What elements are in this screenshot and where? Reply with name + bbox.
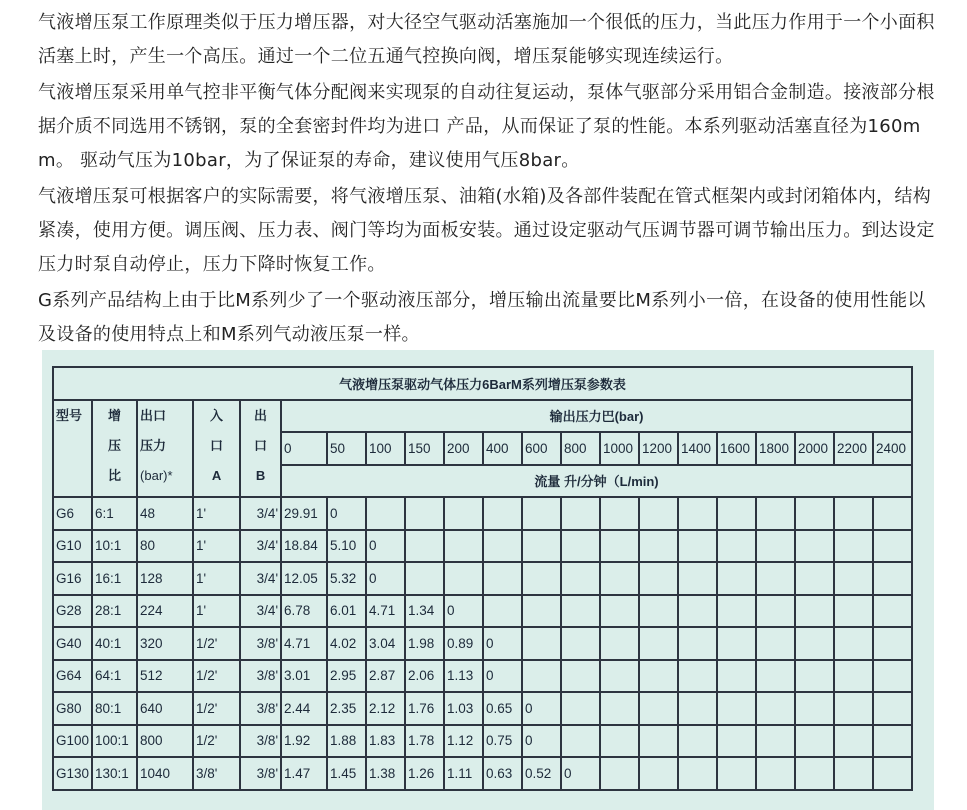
cell-inlet: 1' xyxy=(193,530,240,563)
cell-flow xyxy=(639,595,678,628)
cell-flow xyxy=(717,757,756,790)
cell-flow xyxy=(834,725,873,758)
cell-flow: 18.84 xyxy=(281,530,327,563)
header-inlet-line: 入 xyxy=(210,407,224,423)
cell-flow xyxy=(756,660,795,693)
table-row xyxy=(53,530,912,563)
header-ratio xyxy=(92,400,137,498)
cell-flow: 1.88 xyxy=(327,725,366,758)
header-ratio-line: 增 xyxy=(108,407,122,423)
cell-flow: 4.02 xyxy=(327,627,366,660)
table-header-row xyxy=(53,400,912,433)
cell-flow xyxy=(795,530,834,563)
pressure-header-cell: 0 xyxy=(281,432,327,465)
cell-flow: 1.38 xyxy=(366,757,405,790)
cell-flow xyxy=(873,757,912,790)
cell-flow xyxy=(561,497,600,530)
cell-flow: 2.12 xyxy=(366,692,405,725)
cell-model: G16 xyxy=(53,562,92,595)
cell-flow xyxy=(561,725,600,758)
cell-model: G64 xyxy=(53,660,92,693)
cell-flow: 4.71 xyxy=(281,627,327,660)
cell-flow xyxy=(873,692,912,725)
cell-flow: 0 xyxy=(366,530,405,563)
cell-flow xyxy=(522,497,561,530)
table-title: 气液增压泵驱动气体压力6BarM系列增压泵参数表 xyxy=(53,367,912,400)
cell-flow xyxy=(678,757,717,790)
cell-flow xyxy=(405,497,444,530)
pressure-header-cell: 1400 xyxy=(678,432,717,465)
cell-flow xyxy=(795,497,834,530)
pressure-header-cell: 100 xyxy=(366,432,405,465)
cell-flow: 0.75 xyxy=(483,725,522,758)
cell-flow: 0 xyxy=(522,692,561,725)
paragraph-assembly: 气液增压泵可根据客户的实际需要，将气液增压泵、油箱(水箱)及各部件装配在管式框架内或封闭箱体内，结构紧凑，使用方便。调压阀、压力表、阀门等均为面板安装。通过设定驱动气压调节器可调节输出压力。到达设定压力时泵自动停止，压力下降时恢复工作。 xyxy=(38,186,935,275)
header-outlet-pressure xyxy=(137,400,193,498)
cell-flow xyxy=(561,595,600,628)
cell-flow xyxy=(834,530,873,563)
cell-flow xyxy=(717,692,756,725)
cell-flow xyxy=(834,660,873,693)
pressure-header-cell: 1800 xyxy=(756,432,795,465)
cell-flow: 4.71 xyxy=(366,595,405,628)
table-row xyxy=(53,497,912,530)
cell-flow xyxy=(756,530,795,563)
parameter-table-image xyxy=(42,350,934,810)
cell-ratio: 10:1 xyxy=(92,530,137,563)
cell-flow xyxy=(600,660,639,693)
cell-flow xyxy=(873,660,912,693)
cell-flow xyxy=(795,627,834,660)
cell-flow xyxy=(600,725,639,758)
cell-flow: 1.45 xyxy=(327,757,366,790)
cell-flow: 12.05 xyxy=(281,562,327,595)
table-row xyxy=(53,757,912,790)
cell-inlet: 1/2' xyxy=(193,725,240,758)
cell-flow xyxy=(600,562,639,595)
cell-flow xyxy=(717,497,756,530)
cell-flow xyxy=(717,660,756,693)
cell-flow xyxy=(873,497,912,530)
cell-flow xyxy=(756,562,795,595)
pressure-header-cell: 800 xyxy=(561,432,600,465)
pressure-header-cell: 200 xyxy=(444,432,483,465)
cell-flow xyxy=(561,530,600,563)
cell-flow: 1.47 xyxy=(281,757,327,790)
cell-flow xyxy=(795,725,834,758)
cell-flow: 6.78 xyxy=(281,595,327,628)
pressure-header-cell: 400 xyxy=(483,432,522,465)
cell-flow xyxy=(405,562,444,595)
cell-flow xyxy=(444,530,483,563)
pressure-header-cell: 150 xyxy=(405,432,444,465)
cell-outlet: 3/4' xyxy=(240,595,281,628)
cell-flow: 2.06 xyxy=(405,660,444,693)
cell-flow xyxy=(444,562,483,595)
cell-inlet: 1/2' xyxy=(193,627,240,660)
cell-flow xyxy=(873,725,912,758)
paragraph-working-principle: 气液增压泵工作原理类似于压力增压器，对大径空气驱动活塞施加一个很低的压力，当此压力作用于一个小面积活塞上时，产生一个高压。通过一个二位五通气控换向阀，增压泵能够实现连续运行。 xyxy=(38,12,935,67)
cell-flow: 6.01 xyxy=(327,595,366,628)
cell-outlet: 3/4' xyxy=(240,530,281,563)
cell-inlet: 3/8' xyxy=(193,757,240,790)
cell-flow xyxy=(678,725,717,758)
cell-flow: 1.34 xyxy=(405,595,444,628)
cell-flow: 1.11 xyxy=(444,757,483,790)
cell-flow: 0.89 xyxy=(444,627,483,660)
pressure-header-cell: 600 xyxy=(522,432,561,465)
table-row xyxy=(53,660,912,693)
cell-flow xyxy=(483,530,522,563)
cell-flow: 2.35 xyxy=(327,692,366,725)
cell-flow: 3.01 xyxy=(281,660,327,693)
paragraph-structure: 气液增压泵采用单气控非平衡气体分配阀来实现泵的自动往复运动，泵体气驱部分采用铝合金制造。接液部分根据介质不同选用不锈钢，泵的全套密封件均为进口 产品，从而保证了泵的性能。本系列驱动活塞直径为160mm。 驱动气压为10bar，为了保证泵的寿命，建议使用气压8bar。 xyxy=(38,82,935,171)
header-flow: 流量 升/分钟（L/min) xyxy=(281,465,912,498)
cell-flow: 0 xyxy=(366,562,405,595)
cell-model: G100 xyxy=(53,725,92,758)
cell-flow xyxy=(717,725,756,758)
cell-flow: 0 xyxy=(327,497,366,530)
cell-flow: 1.83 xyxy=(366,725,405,758)
cell-flow xyxy=(600,692,639,725)
cell-flow xyxy=(678,595,717,628)
cell-flow xyxy=(678,660,717,693)
header-outlet-pressure-line: 压力 xyxy=(140,437,167,453)
cell-flow xyxy=(834,692,873,725)
cell-flow: 0.52 xyxy=(522,757,561,790)
cell-outlet: 3/8' xyxy=(240,660,281,693)
pressure-header-cell: 1200 xyxy=(639,432,678,465)
cell-flow: 1.92 xyxy=(281,725,327,758)
cell-flow: 1.76 xyxy=(405,692,444,725)
cell-flow xyxy=(483,595,522,628)
cell-flow xyxy=(756,757,795,790)
cell-inlet: 1' xyxy=(193,562,240,595)
cell-flow: 0 xyxy=(522,725,561,758)
header-inlet xyxy=(193,400,240,498)
cell-pressure: 320 xyxy=(137,627,193,660)
cell-flow: 3.04 xyxy=(366,627,405,660)
cell-flow xyxy=(678,627,717,660)
cell-flow: 5.32 xyxy=(327,562,366,595)
cell-flow xyxy=(522,627,561,660)
cell-flow xyxy=(873,627,912,660)
cell-pressure: 128 xyxy=(137,562,193,595)
header-outlet-line: B xyxy=(255,467,266,483)
cell-flow xyxy=(834,627,873,660)
header-inlet-line: A xyxy=(211,467,222,483)
cell-flow xyxy=(678,562,717,595)
cell-flow: 0.65 xyxy=(483,692,522,725)
cell-flow xyxy=(600,530,639,563)
paragraph-g-series: G系列产品结构上由于比M系列少了一个驱动液压部分，增压输出流量要比M系列小一倍，在设备的使用性能以及设备的使用特点上和M系列气动液压泵一样。 xyxy=(38,290,926,345)
cell-flow xyxy=(366,497,405,530)
cell-pressure: 224 xyxy=(137,595,193,628)
cell-flow xyxy=(717,595,756,628)
cell-flow xyxy=(795,595,834,628)
cell-model: G6 xyxy=(53,497,92,530)
cell-flow xyxy=(834,562,873,595)
cell-flow: 5.10 xyxy=(327,530,366,563)
cell-model: G28 xyxy=(53,595,92,628)
cell-flow xyxy=(639,660,678,693)
cell-flow xyxy=(561,562,600,595)
cell-flow xyxy=(678,692,717,725)
cell-outlet: 3/8' xyxy=(240,725,281,758)
cell-flow xyxy=(639,627,678,660)
cell-flow xyxy=(873,562,912,595)
cell-flow: 0 xyxy=(561,757,600,790)
cell-outlet: 3/8' xyxy=(240,627,281,660)
cell-flow xyxy=(600,497,639,530)
cell-flow: 2.95 xyxy=(327,660,366,693)
pressure-header-cell: 2200 xyxy=(834,432,873,465)
cell-outlet: 3/4' xyxy=(240,562,281,595)
header-model xyxy=(53,400,92,498)
cell-flow: 29.91 xyxy=(281,497,327,530)
cell-outlet: 3/4' xyxy=(240,497,281,530)
cell-flow xyxy=(639,692,678,725)
header-ratio-line: 比 xyxy=(108,467,122,483)
cell-flow: 2.87 xyxy=(366,660,405,693)
article-body xyxy=(38,6,938,354)
cell-flow xyxy=(756,497,795,530)
pressure-header-cell: 1000 xyxy=(600,432,639,465)
header-inlet-line: 口 xyxy=(210,437,224,453)
pressure-header-cell: 2000 xyxy=(795,432,834,465)
cell-flow: 1.13 xyxy=(444,660,483,693)
cell-inlet: 1/2' xyxy=(193,692,240,725)
cell-pressure: 640 xyxy=(137,692,193,725)
cell-flow xyxy=(444,497,483,530)
cell-flow xyxy=(483,562,522,595)
cell-flow xyxy=(795,562,834,595)
cell-pressure: 512 xyxy=(137,660,193,693)
cell-flow xyxy=(561,627,600,660)
cell-flow xyxy=(405,530,444,563)
cell-flow xyxy=(756,627,795,660)
header-outlet-line: 出 xyxy=(254,407,268,423)
table-row xyxy=(53,595,912,628)
cell-pressure: 800 xyxy=(137,725,193,758)
cell-flow xyxy=(639,562,678,595)
cell-inlet: 1' xyxy=(193,595,240,628)
cell-outlet: 3/8' xyxy=(240,692,281,725)
cell-pressure: 1040 xyxy=(137,757,193,790)
cell-flow xyxy=(834,757,873,790)
cell-ratio: 16:1 xyxy=(92,562,137,595)
cell-flow: 1.98 xyxy=(405,627,444,660)
table-row xyxy=(53,725,912,758)
cell-flow xyxy=(639,725,678,758)
cell-flow: 0 xyxy=(483,660,522,693)
cell-flow xyxy=(600,595,639,628)
cell-ratio: 100:1 xyxy=(92,725,137,758)
header-output-pressure: 输出压力巴(bar) xyxy=(281,400,912,433)
cell-flow: 2.44 xyxy=(281,692,327,725)
cell-ratio: 130:1 xyxy=(92,757,137,790)
cell-inlet: 1' xyxy=(193,497,240,530)
cell-pressure: 48 xyxy=(137,497,193,530)
cell-flow xyxy=(873,595,912,628)
cell-flow: 0 xyxy=(444,595,483,628)
cell-flow xyxy=(522,530,561,563)
header-outlet-pressure-line: 出口 xyxy=(140,407,167,423)
cell-flow xyxy=(873,530,912,563)
cell-flow xyxy=(678,497,717,530)
cell-flow: 0.63 xyxy=(483,757,522,790)
header-outlet-pressure-line: (bar)* xyxy=(140,467,173,483)
cell-flow xyxy=(678,530,717,563)
table-row xyxy=(53,562,912,595)
cell-flow: 1.26 xyxy=(405,757,444,790)
cell-flow xyxy=(639,530,678,563)
cell-model: G130 xyxy=(53,757,92,790)
cell-flow: 0 xyxy=(483,627,522,660)
header-ratio-line: 压 xyxy=(108,437,122,453)
cell-model: G80 xyxy=(53,692,92,725)
table-title-row xyxy=(53,367,912,400)
cell-outlet: 3/8' xyxy=(240,757,281,790)
pressure-header-cell: 50 xyxy=(327,432,366,465)
cell-flow xyxy=(600,627,639,660)
cell-flow xyxy=(639,497,678,530)
cell-ratio: 40:1 xyxy=(92,627,137,660)
cell-flow: 1.78 xyxy=(405,725,444,758)
header-model-label: 型号 xyxy=(56,407,83,423)
cell-ratio: 6:1 xyxy=(92,497,137,530)
cell-inlet: 1/2' xyxy=(193,660,240,693)
cell-flow xyxy=(834,497,873,530)
cell-flow xyxy=(756,692,795,725)
table-row xyxy=(53,627,912,660)
cell-flow xyxy=(639,757,678,790)
cell-flow xyxy=(522,595,561,628)
parameter-table xyxy=(52,366,913,791)
cell-ratio: 64:1 xyxy=(92,660,137,693)
cell-flow xyxy=(561,692,600,725)
header-outlet-line: 口 xyxy=(254,437,268,453)
cell-flow xyxy=(795,692,834,725)
cell-flow xyxy=(522,562,561,595)
table-row xyxy=(53,692,912,725)
header-outlet xyxy=(240,400,281,498)
cell-flow xyxy=(483,497,522,530)
cell-model: G40 xyxy=(53,627,92,660)
table-body xyxy=(53,497,912,790)
cell-flow xyxy=(717,562,756,595)
cell-flow xyxy=(795,757,834,790)
cell-model: G10 xyxy=(53,530,92,563)
pressure-header-cell: 1600 xyxy=(717,432,756,465)
cell-flow xyxy=(756,595,795,628)
cell-flow xyxy=(600,757,639,790)
cell-flow xyxy=(834,595,873,628)
pressure-header-cell: 2400 xyxy=(873,432,912,465)
cell-flow xyxy=(717,530,756,563)
cell-flow xyxy=(756,725,795,758)
cell-flow: 1.03 xyxy=(444,692,483,725)
cell-flow xyxy=(561,660,600,693)
cell-ratio: 80:1 xyxy=(92,692,137,725)
cell-flow xyxy=(522,660,561,693)
cell-pressure: 80 xyxy=(137,530,193,563)
cell-ratio: 28:1 xyxy=(92,595,137,628)
cell-flow xyxy=(717,627,756,660)
cell-flow xyxy=(795,660,834,693)
cell-flow: 1.12 xyxy=(444,725,483,758)
